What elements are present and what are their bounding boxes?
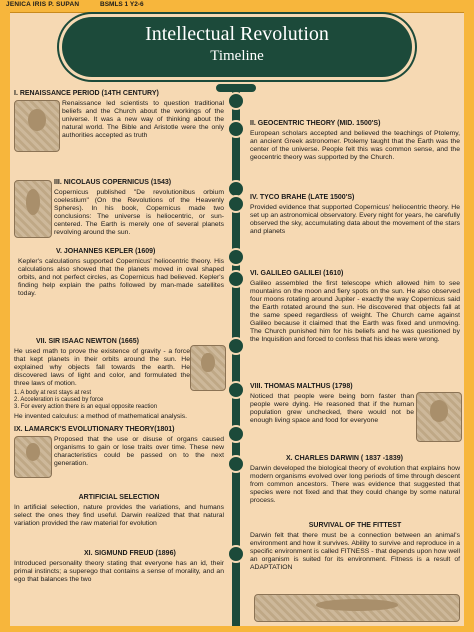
- entry-text: Copernicus published "De revolutionibus orbium coelestium" (On the Revolutions of the Heavenly Spheres). In his book, Copernicus made two conclusions: The universe is heliocentric, or sun-centered. The Earth is merely one of several planets revolving around the sun.: [54, 189, 224, 236]
- entry-heading: VI. GALILEO GALILEI (1610): [250, 270, 344, 277]
- entry-artificial-selection: [14, 492, 224, 528]
- timeline-dot: [227, 120, 245, 138]
- entry-heading: II. GEOCENTRIC THEORY (MID. 1500'S): [250, 120, 381, 127]
- portrait-image: [14, 436, 52, 478]
- entry-kepler: [14, 248, 224, 298]
- title-banner: [62, 17, 412, 77]
- timeline-dot: [227, 381, 245, 399]
- student-name: JENICA IRIS P. SUPAN: [6, 1, 80, 8]
- entry-text: Renaissance led scientists to question traditional beliefs and the Church about the workings of the universe. It was a new way of thinking about the natural world. The Bible and Aristotle were the only authorities accepted as truth: [62, 100, 224, 139]
- entry-geocentric: [250, 120, 460, 162]
- entry-heading: V. JOHANNES KEPLER (1609): [56, 248, 156, 255]
- entry-tycho-brahe: [250, 194, 460, 236]
- left-stripe: [0, 12, 10, 632]
- entry-text: He used math to prove the existence of gravity - a force that kept planets in their orbits around the sun. He explained why objects fall towards the earth. He discovered laws of light and color, and formulated the three laws of motion.: [14, 348, 190, 387]
- entry-heading: I. RENAISSANCE PERIOD (14TH CENTURY): [14, 90, 159, 97]
- page-subtitle: Timeline: [210, 48, 264, 64]
- timeline-dot: [227, 92, 245, 110]
- calculus-note: He invented calculus: a method of mathematical analysis.: [14, 413, 188, 420]
- entry-text: Galileo assembled the first telescope which allowed him to see mountains on the moon and fiery spots on the sun. He also observed four moons rotating around Jupiter - exactly the way Copernicus said the Earth rotated around the sun. He discovered that objects fall at the same speed regardless of weight. The Church came against Galileo because it claimed that the Earth was fixed and unmoving. The Church punished him for his beliefs and he was questioned by the Inquisition and forced to confess that his ideas were wrong.: [250, 280, 460, 343]
- portrait-image: [14, 180, 52, 238]
- bottom-bar: [0, 626, 474, 632]
- page-title: Intellectual Revolution: [145, 23, 329, 45]
- right-stripe: [464, 12, 474, 632]
- entry-text: In artificial selection, nature provides the variations, and humans select the ones they find useful. Darwin realized that that natural variation provided the raw material for evolution: [14, 504, 224, 527]
- entry-heading: ARTIFICIAL SELECTION: [78, 494, 160, 501]
- entry-heading: VIII. THOMAS MALTHUS (1798): [250, 383, 353, 390]
- timeline-dot: [227, 455, 245, 473]
- entry-freud: [14, 550, 224, 584]
- timeline-dot: [227, 337, 245, 355]
- entry-survival-of-fittest: [250, 520, 460, 572]
- timeline-dot: [227, 195, 245, 213]
- entry-text: Provided evidence that supported Copernicus' heliocentric theory. He set up an astronomical observatory. Every night for years, he carefully observed the sky, accumulating data about the movement of the stars and planets: [250, 204, 460, 235]
- portrait-image: [190, 345, 226, 391]
- entry-text: Proposed that the use or disuse of organs caused organisms to gain or lose traits over time. These new characteristics could be passed on to the next generation.: [54, 436, 224, 467]
- timeline-dot: [227, 270, 245, 288]
- entry-text: European scholars accepted and believed the teachings of Ptolemy, an ancient Greek astronomer. Ptolemy taught that the Earth was the center of the universe. People felt this was common sense, and the geocentric theory was supported by the Church.: [250, 130, 460, 161]
- entry-heading: SURVIVAL OF THE FITTEST: [308, 522, 402, 529]
- entry-heading: XI. SIGMUND FREUD (1896): [84, 550, 176, 557]
- entry-heading: III. NICOLAUS COPERNICUS (1543): [54, 179, 172, 186]
- timeline-dot: [227, 545, 245, 563]
- entry-galileo: [250, 270, 460, 344]
- top-bar: [0, 0, 474, 13]
- timeline-dot: [227, 248, 245, 266]
- entry-darwin: [250, 455, 460, 505]
- evolution-illustration: [254, 594, 460, 622]
- entry-heading: IV. TYCO BRAHE (LATE 1500'S): [250, 194, 355, 201]
- entry-text: Darwin developed the biological theory of evolution that explains how modern organisms evolved over long periods of time through descent from common ancestors. There was evidence that suggested that species were not fixed and that they could change by some natural process.: [250, 465, 460, 504]
- section-label: BSMLS 1 Y2-6: [100, 1, 144, 8]
- entry-heading: IX. LAMARCK'S EVOLUTIONARY THEORY(1801): [14, 426, 175, 433]
- entry-heading: VII. SIR ISAAC NEWTON (1665): [36, 338, 139, 345]
- portrait-image: [416, 392, 462, 442]
- portrait-image: [14, 100, 60, 152]
- timeline-dot: [227, 425, 245, 443]
- entry-text: Kepler's calculations supported Copernicus' heliocentric theory. His calculations also showed that the planets moved in oval shaped orbits, and not perfect circles, as Copernicus had believed. Kepler's finding help explain the paths followed by man-made satellites today.: [18, 258, 224, 297]
- entry-text: Darwin felt that there must be a connection between an animal's environment and how it survives. Ability to survive and reproduce in a specific environment is called FITNESS - that depends upon how well an organism is suited for its environment. Fitness is a result of ADAPTATION: [250, 532, 460, 571]
- entry-text: Introduced personality theory stating that everyone has an id, their primal instincts; a superego that contains a sense of morality, and an ego that balances the two: [14, 560, 224, 583]
- entry-heading: X. CHARLES DARWIN ( 1837 -1839): [286, 455, 403, 462]
- laws-list: 1. A body at rest stays at rest 2. Acceleration is caused by force 3. For every action there is an equal opposite reaction: [14, 390, 158, 410]
- entry-text: Noticed that people were being born faster than people were dying. He reasoned that if the human population grew unchecked, there would not be enough living space and food for everyone: [250, 393, 414, 424]
